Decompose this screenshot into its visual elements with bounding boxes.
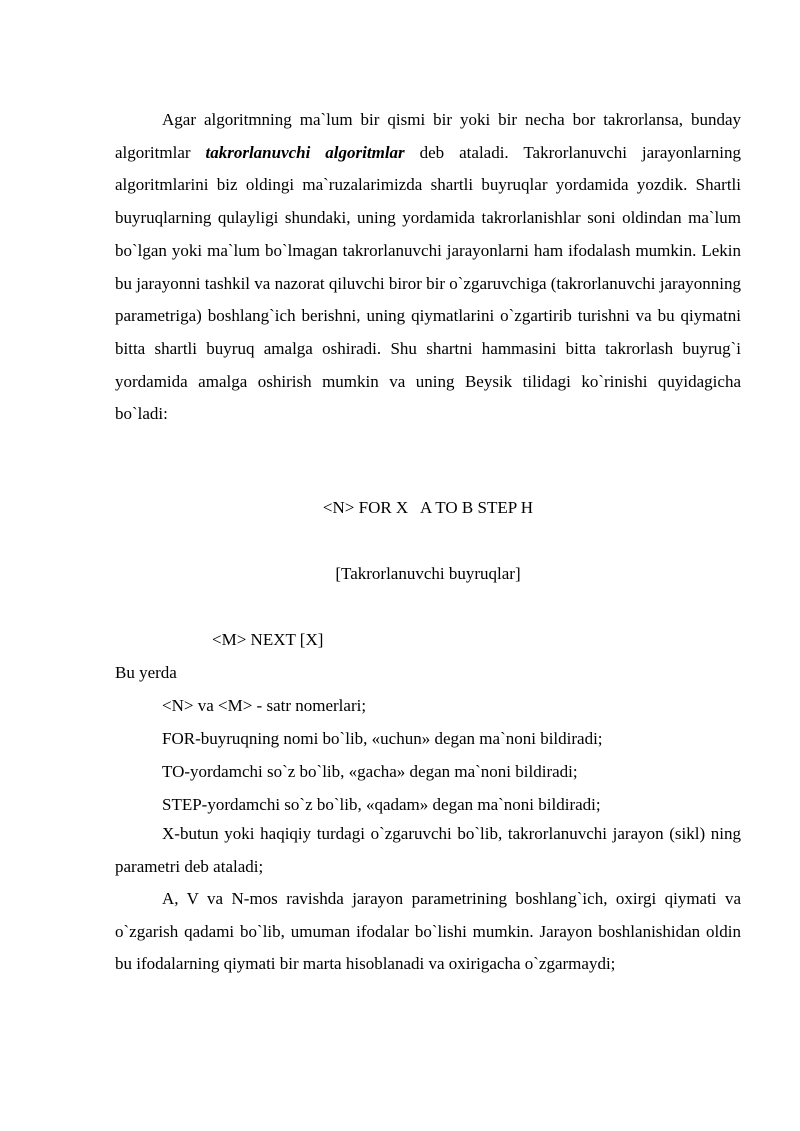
parameter-x-paragraph: X-butun yoki haqiqiy turdagi o`zgaruvchi bo`lib, takrorlanuvchi jarayon (sikl) ning parametri deb ataladi; [115, 824, 741, 876]
list-item: STEP-yordamchi so`z bo`lib, «qadam» degan ma`noni bildiradi; [162, 795, 601, 814]
intro-paragraph [115, 104, 741, 431]
list-item: <N> va <M> - satr nomerlari; [162, 696, 367, 715]
code-line-for: <N> FOR X A TO B STEP H [322, 498, 534, 517]
intro-text-end: deb ataladi. Takrorlanuvchi jarayonlarning algoritmlarini biz oldingi ma`ruzalarimizda shartli buyruqlar yordamida yozdik. Shartli buyruqlarning qulayligi shundaki, uning yordamida takrorlanishlar soni oldindan ma`lum bo`lgan yoki ma`lum bo`lmagan takrorlanuvchi jarayonlarni ham ifodalash mumkin. Lekin bu jarayonni tashkil va nazorat qiluvchi biror bir o`zgaruvchiga (takrorlanuvchi jarayonning parametriga) boshlang`ich berishni, uning qiymatlarini o`zgartirib turishni va bu qiymatni bitta shartli buyruq amalga oshiradi. Shu shartni hammasini bitta takrorlash buyrug`i yordamida amalga oshirish mumkin va uning Beysik tilidagi ko`rinishi quyidagicha bo`ladi: [115, 142, 742, 424]
code-line-next: <M> NEXT [X] [212, 630, 324, 649]
bu-yerda-label: Bu yerda [115, 663, 177, 682]
code-line-body: [Takrorlanuvchi buyruqlar] [335, 564, 521, 583]
parameters-avn-paragraph: A, V va N-mos ravishda jarayon parametrining boshlang`ich, oxirgi qiymati va o`zgarish qadami bo`lib, umuman ifodalar bo`lishi mumkin. Jarayon boshlanishidan oldin bu ifodalarning qiymati bir marta hisoblanadi va oxirigacha o`zgarmaydi; [115, 889, 741, 974]
intro-text-start: Agar algoritmning ma`lum bir qismi bir yoki bir necha bor takrorlansa, bunday algoritmlar [115, 110, 741, 162]
list-item: FOR-buyruqning nomi bo`lib, «uchun» degan ma`noni bildiradi; [162, 729, 603, 748]
list-item: TO-yordamchi so`z bo`lib, «gacha» degan ma`noni bildiradi; [162, 762, 578, 781]
emphasized-term: takrorlanuvchi algoritmlar [205, 142, 405, 162]
